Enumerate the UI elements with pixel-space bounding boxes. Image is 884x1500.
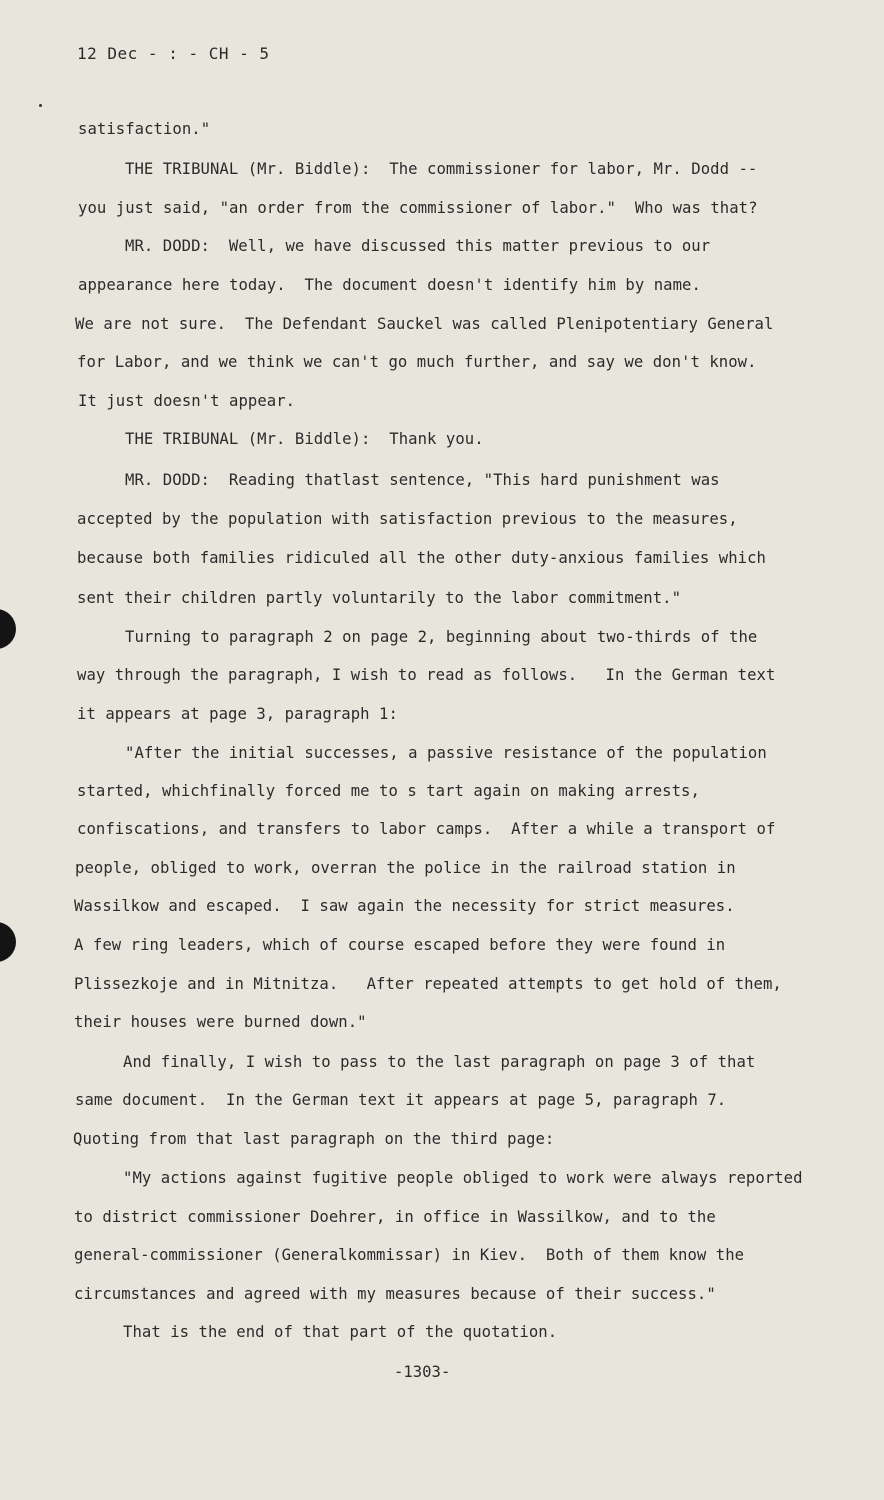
text-line: it appears at page 3, paragraph 1: (77, 705, 398, 723)
text-line: Turning to paragraph 2 on page 2, beginning about two-thirds of the (125, 628, 758, 646)
text-line: people, obliged to work, overran the police in the railroad station in (75, 859, 736, 877)
text-line: appearance here today. The document doesn't identify him by name. (78, 276, 701, 294)
binder-hole-lower (0, 922, 16, 962)
text-line: "My actions against fugitive people obliged to work were always reported (123, 1169, 803, 1187)
page-header: 12 Dec - : - CH - 5 (77, 44, 270, 63)
text-line: satisfaction." (78, 120, 211, 138)
text-line: MR. DODD: Reading thatlast sentence, "This hard punishment was (125, 471, 720, 489)
text-line: And finally, I wish to pass to the last paragraph on page 3 of that (123, 1053, 756, 1071)
page-number: -1303- (394, 1363, 451, 1381)
text-line: started, whichfinally forced me to s tart again on making arrests, (77, 782, 700, 800)
text-line: It just doesn't appear. (78, 392, 296, 410)
text-line: same document. In the German text it appears at page 5, paragraph 7. (75, 1091, 727, 1109)
text-line: A few ring leaders, which of course escaped before they were found in (74, 936, 726, 954)
text-line: We are not sure. The Defendant Sauckel was called Plenipotentiary General (75, 315, 774, 333)
text-line: their houses were burned down." (74, 1013, 367, 1031)
text-line: Plissezkoje and in Mitnitza. After repeated attempts to get hold of them, (74, 975, 782, 993)
ink-speck (39, 104, 42, 107)
text-line: THE TRIBUNAL (Mr. Biddle): The commissioner for labor, Mr. Dodd -- (125, 160, 758, 178)
text-line: accepted by the population with satisfaction previous to the measures, (77, 510, 738, 528)
text-line: Wassilkow and escaped. I saw again the necessity for strict measures. (74, 897, 735, 915)
text-line: That is the end of that part of the quotation. (123, 1323, 558, 1341)
text-line: because both families ridiculed all the other duty-anxious families which (77, 549, 766, 567)
text-line: MR. DODD: Well, we have discussed this matter previous to our (125, 237, 711, 255)
text-line: Quoting from that last paragraph on the third page: (73, 1130, 555, 1148)
text-line: way through the paragraph, I wish to read as follows. In the German text (77, 666, 776, 684)
text-line: THE TRIBUNAL (Mr. Biddle): Thank you. (125, 430, 484, 448)
binder-hole-upper (0, 609, 16, 649)
text-line: for Labor, and we think we can't go much further, and say we don't know. (77, 353, 757, 371)
text-line: confiscations, and transfers to labor camps. After a while a transport of (77, 820, 776, 838)
text-line: "After the initial successes, a passive resistance of the population (125, 744, 767, 762)
text-line: circumstances and agreed with my measures because of their success." (74, 1285, 716, 1303)
text-line: you just said, "an order from the commissioner of labor." Who was that? (78, 199, 758, 217)
text-line: sent their children partly voluntarily to the labor commitment." (77, 589, 682, 607)
text-line: general-commissioner (Generalkommissar) in Kiev. Both of them know the (74, 1246, 745, 1264)
text-line: to district commissioner Doehrer, in office in Wassilkow, and to the (74, 1208, 716, 1226)
